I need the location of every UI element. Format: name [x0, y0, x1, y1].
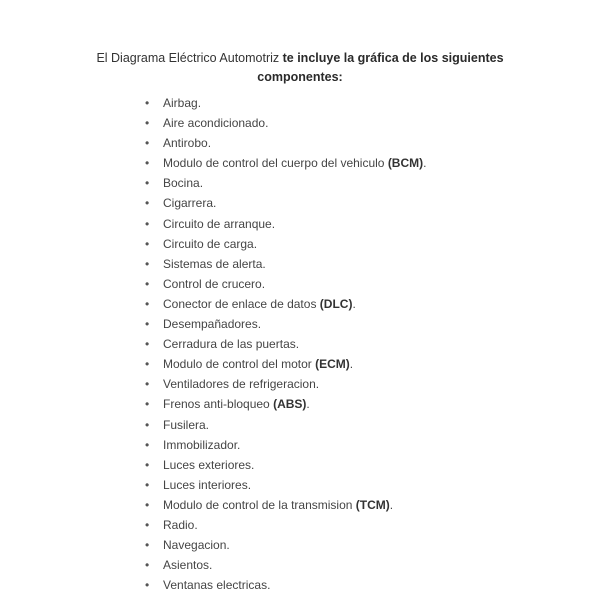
components-list — [145, 93, 426, 595]
list-item-suffix: . — [389, 497, 394, 512]
list-item-text: Airbag. — [163, 96, 202, 110]
list-item-suffix: . — [352, 296, 356, 311]
list-item-text: Aire acondicionado. — [163, 116, 269, 131]
intro-text: El Diagrama Eléctrico Automotriz — [96, 50, 283, 65]
bullet-icon: • — [145, 317, 150, 332]
intro-paragraph — [60, 49, 540, 87]
bullet-icon: • — [145, 497, 150, 512]
list-item-suffix: . — [349, 357, 354, 372]
list-item-text: Cigarrera. — [163, 196, 217, 211]
list-item — [145, 274, 426, 294]
list-item-text: Antirobo. — [163, 136, 212, 151]
bullet-icon: • — [145, 256, 150, 271]
bullet-icon: • — [145, 337, 150, 352]
list-item-text: Ventanas electricas. — [163, 578, 271, 593]
list-item-abbreviation: (ECM) — [315, 357, 350, 372]
list-item-text: Navegacion. — [163, 538, 230, 553]
list-item — [145, 173, 426, 193]
list-item-text: Conector de enlace de datos — [163, 296, 320, 311]
list-item-text: Modulo de control del motor — [163, 357, 316, 372]
bullet-icon: • — [145, 216, 150, 231]
list-item-text: Radio. — [163, 517, 198, 532]
bullet-icon: • — [145, 397, 150, 412]
list-item-text: Sistemas de alerta. — [163, 256, 266, 271]
list-item — [145, 254, 426, 274]
bullet-icon: • — [145, 558, 150, 573]
bullet-icon: • — [145, 457, 150, 472]
list-item-text: Bocina. — [163, 176, 204, 191]
bullet-icon: • — [145, 196, 150, 211]
list-item-text: Control de crucero. — [163, 276, 266, 291]
list-item — [145, 334, 426, 354]
bullet-icon: • — [145, 417, 150, 432]
list-item — [145, 294, 426, 314]
bullet-icon: • — [145, 96, 150, 110]
bullet-icon: • — [145, 156, 150, 171]
list-item — [145, 475, 426, 495]
list-item-text: Asientos. — [163, 558, 213, 573]
list-item — [145, 535, 426, 555]
list-item — [145, 234, 426, 254]
bullet-icon: • — [145, 437, 150, 452]
list-item-suffix: . — [306, 397, 310, 412]
list-item-text: Circuito de arranque. — [163, 216, 276, 231]
bullet-icon: • — [145, 538, 150, 553]
list-item — [145, 354, 426, 374]
list-item-text: Fusilera. — [163, 417, 210, 432]
list-item — [145, 415, 426, 435]
bullet-icon: • — [145, 236, 150, 251]
list-item — [145, 374, 426, 394]
bullet-icon: • — [145, 176, 150, 191]
bullet-icon: • — [145, 296, 150, 311]
list-item — [145, 575, 426, 595]
list-item-text: Modulo de control de la transmision — [163, 497, 356, 512]
list-item-text: Desempañadores. — [163, 317, 262, 332]
bullet-icon: • — [145, 276, 150, 291]
list-item-abbreviation: (TCM) — [355, 497, 390, 512]
intro-bold-text: te incluye la gráfica de los siguientes componentes: — [257, 50, 504, 84]
list-item — [145, 133, 426, 153]
list-item — [145, 495, 426, 515]
list-item-abbreviation: (DLC) — [319, 296, 353, 311]
list-item-abbreviation: (ABS) — [273, 397, 307, 412]
list-item-suffix: . — [423, 156, 427, 171]
list-item — [145, 93, 426, 113]
bullet-icon: • — [145, 377, 150, 392]
bullet-icon: • — [145, 136, 150, 151]
list-item — [145, 153, 426, 173]
bullet-icon: • — [145, 477, 150, 492]
list-item-text: Modulo de control del cuerpo del vehiculo — [163, 156, 388, 171]
list-item — [145, 555, 426, 575]
list-item-abbreviation: (BCM) — [387, 156, 424, 171]
bullet-icon: • — [145, 517, 150, 532]
list-item — [145, 455, 426, 475]
list-item — [145, 193, 426, 213]
list-item-text: Luces exteriores. — [163, 457, 255, 472]
bullet-icon: • — [145, 116, 150, 131]
list-item — [145, 435, 426, 455]
list-item — [145, 394, 426, 414]
list-item-text: Ventiladores de refrigeracion. — [163, 377, 320, 392]
list-item-text: Cerradura de las puertas. — [163, 337, 300, 352]
list-item — [145, 214, 426, 234]
list-item-text: Luces interiores. — [163, 477, 252, 492]
list-item — [145, 314, 426, 334]
list-item-text: Circuito de carga. — [163, 236, 258, 251]
list-item — [145, 515, 426, 535]
list-item-text: Frenos anti-bloqueo — [163, 397, 274, 412]
list-item-text: Immobilizador. — [163, 437, 241, 452]
list-item — [145, 113, 426, 133]
bullet-icon: • — [145, 578, 150, 593]
bullet-icon: • — [145, 357, 150, 372]
